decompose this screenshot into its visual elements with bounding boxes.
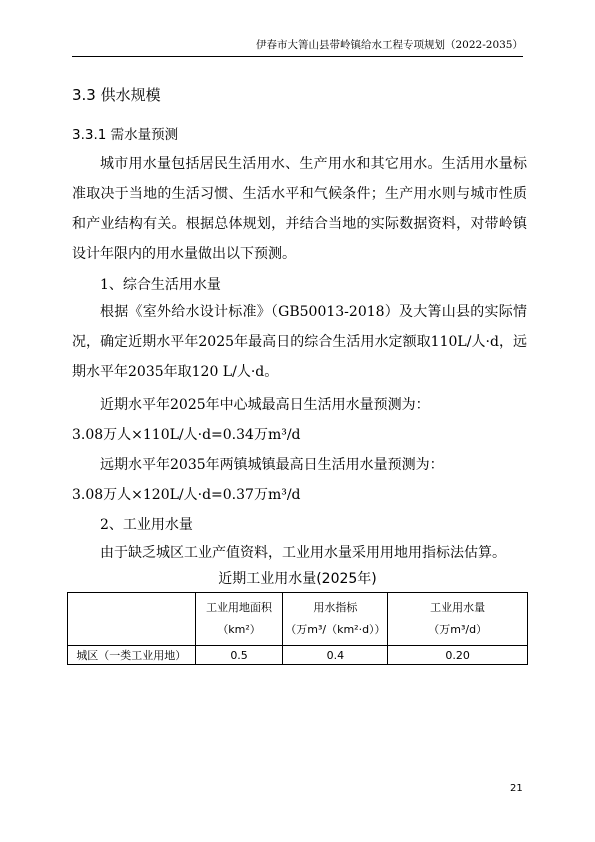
header-water-unit: （万m³/d） [428, 623, 488, 636]
formula-near-term: 3.08万人×110L/人·d=0.34万m³/d [72, 427, 301, 443]
row-label: 城区（一类工业用地） [68, 646, 196, 665]
paragraph-near-term: 近期水平年2025年中心城最高日生活用水量预测为： [100, 397, 430, 413]
table-header-cell [283, 593, 388, 646]
table-header-cell [68, 593, 196, 646]
table-header-cell [195, 593, 283, 646]
row-water: 0.20 [388, 646, 528, 665]
page-number: 21 [510, 783, 523, 794]
paragraph-intro: 城市用水量包括居民生活用水、生产用水和其它用水。生活用水量标准取决于当地的生活习惯、生活水平和气候条件；生产用水则与城市性质和产业结构有关。根据总体规划，并结合当地的实际数据资料，对带岭镇设计年限内的用水量做出以下预测。 [72, 156, 527, 262]
paragraph-long-term: 远期水平年2035年两镇城镇最高日生活用水量预测为： [100, 457, 444, 473]
table-header-row [68, 593, 528, 646]
header-area-unit: （km²） [217, 623, 261, 636]
header-area-label: 工业用地面积 [206, 601, 273, 614]
item-industrial-water: 2、工业用水量 [100, 517, 193, 533]
paragraph-standard: 根据《室外给水设计标准》（GB50013-2018）及大箐山县的实际情况，确定近期水平年2025年最高日的综合生活用水定额取110L/人·d，远期水平年2035年取120 L/人·d。 [72, 304, 527, 380]
page-header: 伊春市大箐山县带岭镇给水工程专项规划（2022-2035） [72, 34, 523, 57]
header-index-label: 用水指标 [313, 601, 358, 614]
item-living-water: 1、综合生活用水量 [100, 277, 221, 293]
subsection-heading: 3.3.1 需水量预测 [72, 127, 179, 143]
table-caption: 近期工业用水量(2025年) [218, 571, 377, 587]
paragraph-industrial: 由于缺乏城区工业产值资料，工业用水量采用用地用指标法估算。 [100, 545, 506, 561]
row-area: 0.5 [195, 646, 283, 665]
industrial-water-table [67, 592, 528, 665]
header-index-unit: （万m³/（km²·d）） [285, 623, 386, 636]
row-index: 0.4 [283, 646, 388, 665]
table-row [68, 646, 528, 665]
header-water-label: 工业用水量 [430, 601, 486, 614]
formula-long-term: 3.08万人×120L/人·d=0.37万m³/d [72, 487, 301, 503]
table-header-cell [388, 593, 528, 646]
section-heading: 3.3 供水规模 [72, 86, 161, 104]
